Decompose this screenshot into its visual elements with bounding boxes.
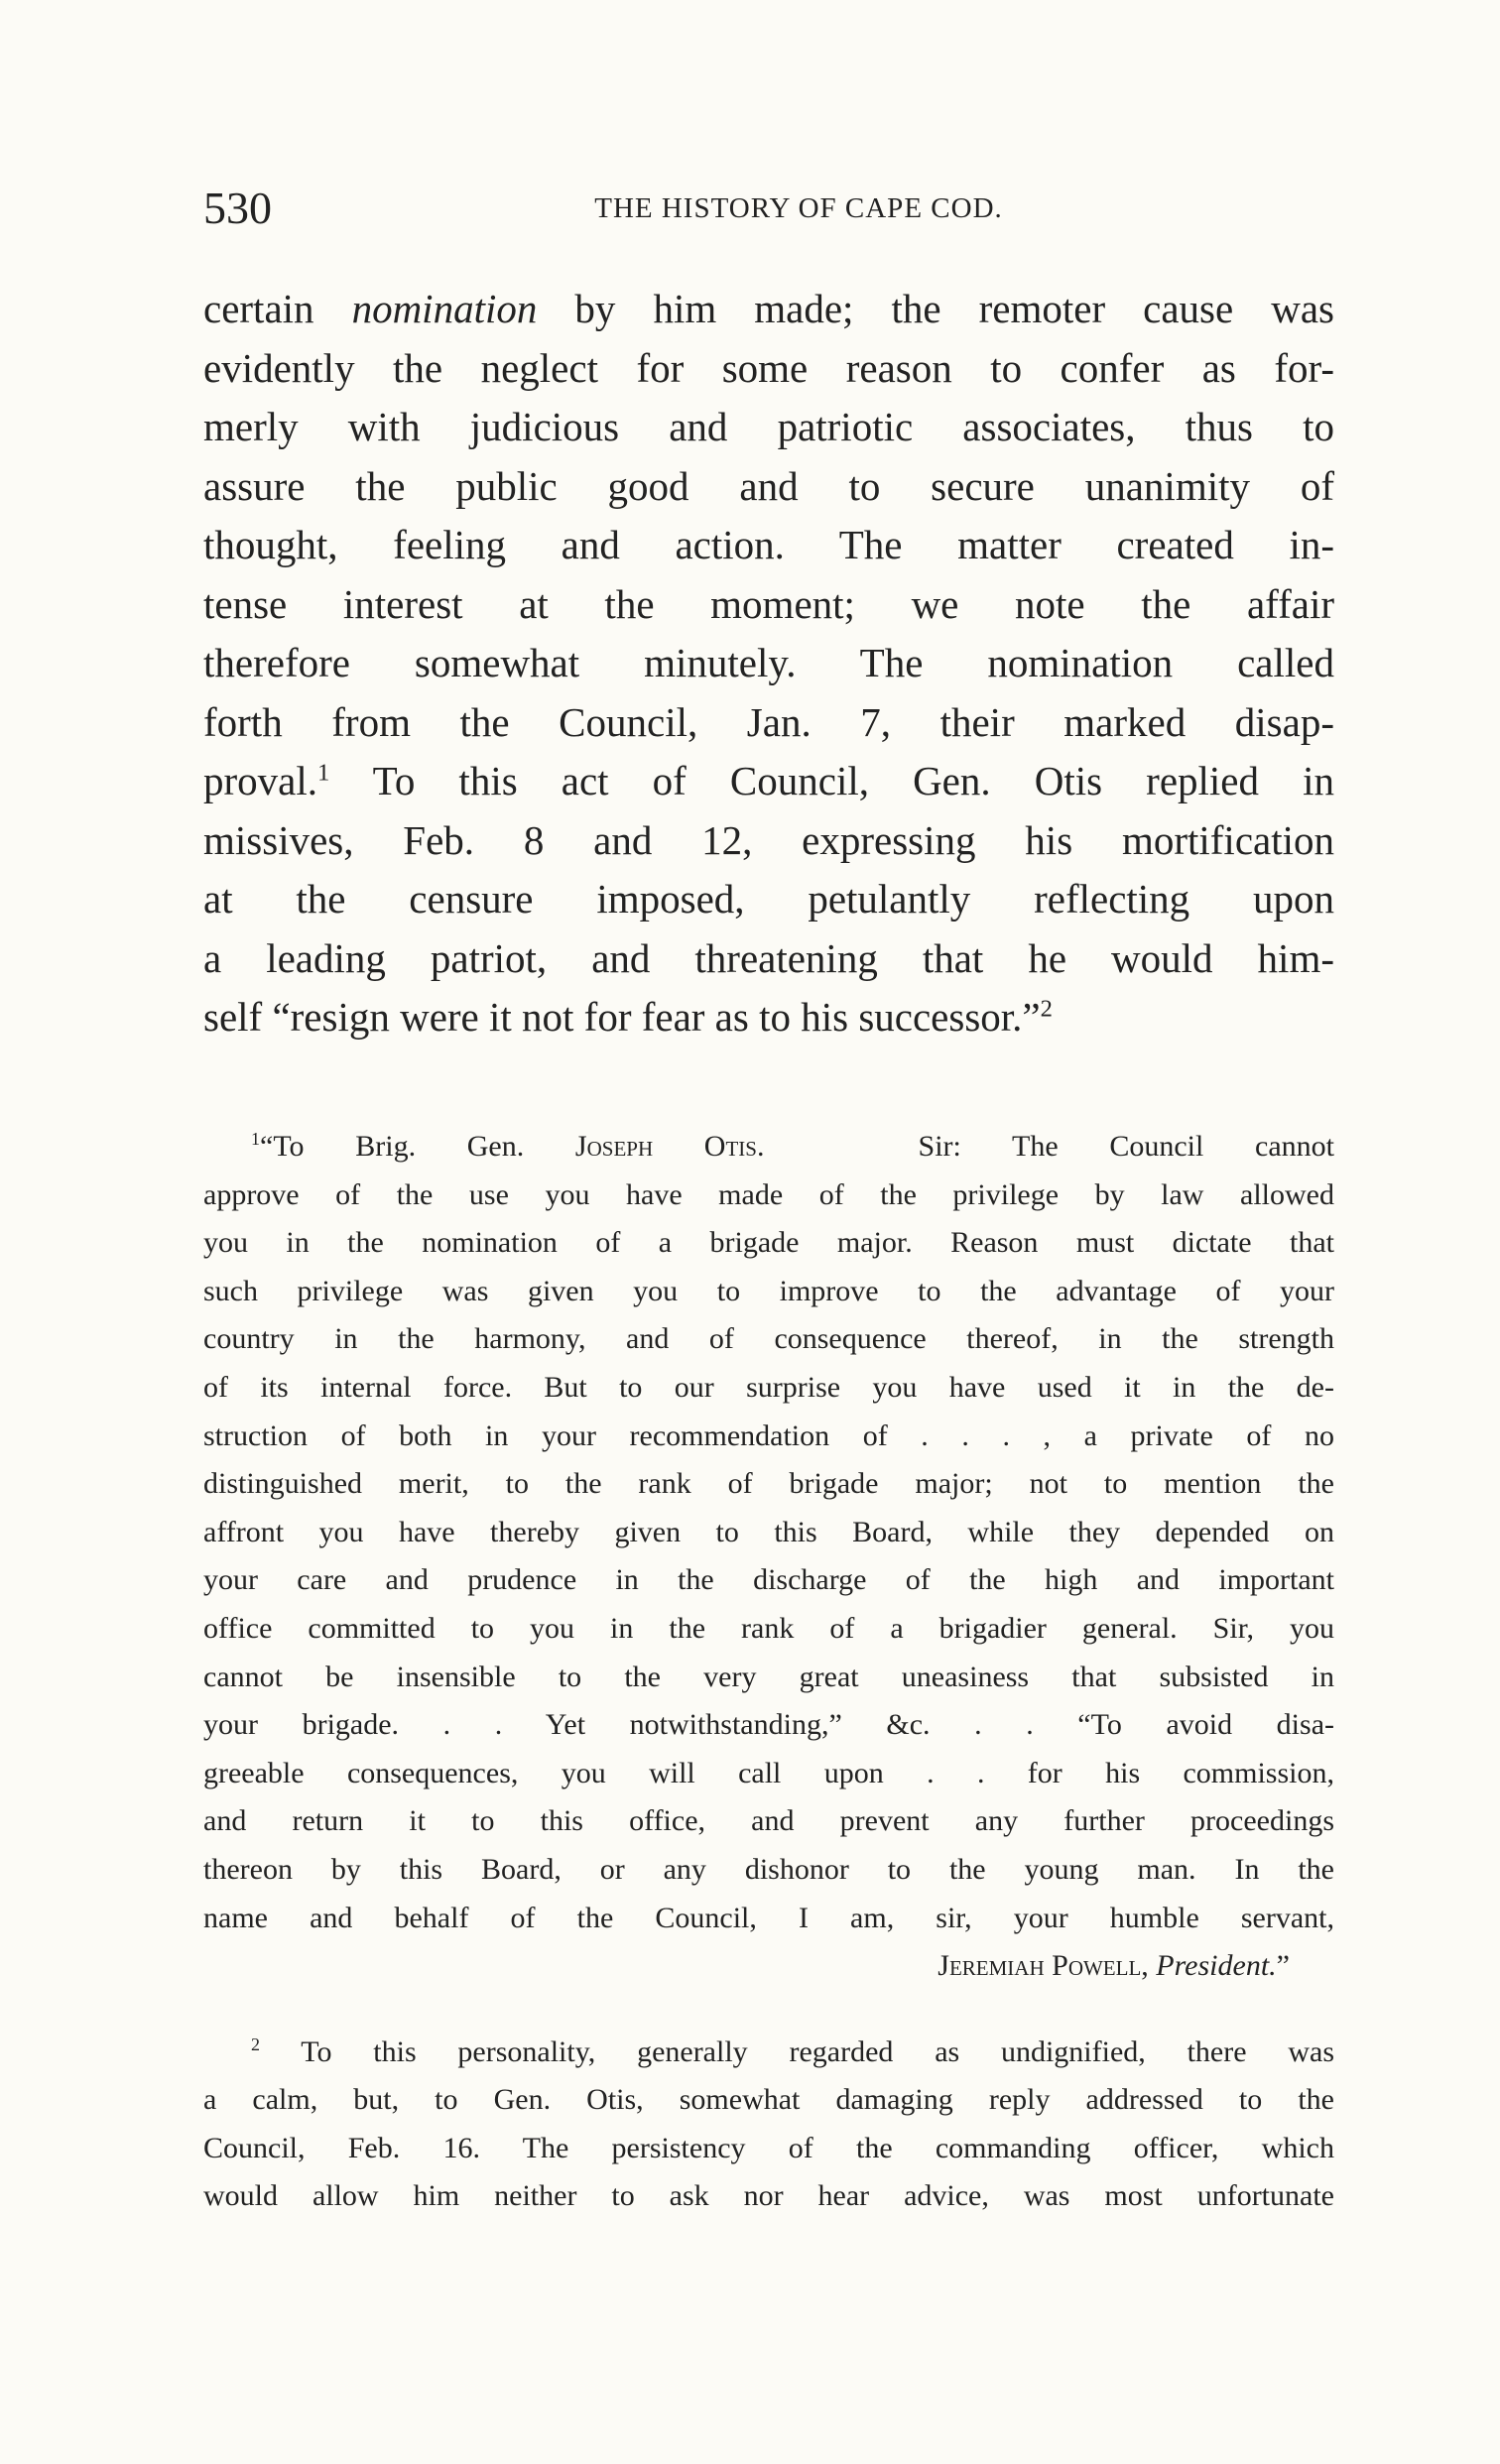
footnote-marker: 2 xyxy=(251,2033,260,2054)
footnote-ref-1: 1 xyxy=(317,759,330,787)
footnotes xyxy=(203,1123,1334,2221)
footnote-line: you in the nomination of a brigade major. Reason must dictate that xyxy=(203,1226,1334,1260)
footnote-line: your brigade. . . Yet notwithstanding,” &c. . . “To avoid disa- xyxy=(203,1708,1334,1742)
footnote-line: $^1$“To Brig. Gen. Joseph Otis. Sir: The Council cannot xyxy=(251,1129,1334,1163)
footnote-line: distinguished merit, to the rank of brigade major; not to mention the xyxy=(203,1467,1334,1501)
body-line: a leading patriot, and threatening that he would him- xyxy=(203,934,1334,981)
footnote-line: name and behalf of the Council, I am, sir, your humble servant, xyxy=(203,1901,1334,1934)
body-line: merly with judicious and patriotic associates, thus to xyxy=(203,404,1334,449)
body-line: therefore somewhat minutely. The nomination called xyxy=(203,640,1334,685)
footnote-line: would allow him neither to ask nor hear advice, was most unfortunate xyxy=(203,2179,1334,2213)
body-line: proval.$^1$ To this act of Council, Gen. Otis replied in xyxy=(203,758,1334,803)
footnote-line: office committed to you in the rank of a brigadier general. Sir, you xyxy=(203,1611,1334,1645)
body-line: self “resign were it not for fear as to his successor.”$^2$ xyxy=(203,994,1053,1040)
page-header xyxy=(203,179,1334,238)
footnote-line: a calm, but, to Gen. Otis, somewhat damaging reply addressed to the xyxy=(203,2083,1334,2117)
body-line: certain nomination by him made; the remoter cause was xyxy=(203,286,1334,331)
footnote-line: affront you have thereby given to this Board, while they depended on xyxy=(203,1515,1334,1548)
signature-name: Jeremiah Powell, xyxy=(938,1949,1157,1983)
addressee-name: Joseph Otis. xyxy=(574,1130,765,1163)
emphasis-nomination: nomination xyxy=(351,286,538,331)
footnote-line: struction of both in your recommendation of . . . , a private of no xyxy=(203,1418,1334,1452)
footnote-line: Council, Feb. 16. The persistency of the commanding officer, which xyxy=(203,2131,1334,2164)
footnote-line: country in the harmony, and of consequence thereof, in the strength xyxy=(203,1322,1334,1356)
signature-title: President. xyxy=(1156,1949,1277,1983)
footnote-2 xyxy=(203,2029,1334,2221)
body-line: evidently the neglect for some reason to confer as for- xyxy=(203,344,1334,391)
page-number: 530 xyxy=(203,183,272,233)
body-text xyxy=(203,280,1334,1047)
body-line: thought, feeling and action. The matter created in- xyxy=(203,522,1334,567)
body-line: missives, Feb. 8 and 12, expressing his mortification xyxy=(203,816,1334,863)
footnote-line: approve of the use you have made of the privilege by law allowed xyxy=(203,1177,1334,1211)
footnote-line: thereon by this Board, or any dishonor to the young man. In the xyxy=(203,1852,1334,1886)
footnote-line: such privilege was given you to improve to the advantage of your xyxy=(203,1274,1334,1307)
footnote-line: of its internal force. But to our surprise you have used it in the de- xyxy=(203,1370,1334,1404)
footnote-line: cannot be insensible to the very great uneasiness that subsisted in xyxy=(203,1660,1334,1693)
footnote-line: and return it to this office, and prevent any further proceedings xyxy=(203,1804,1334,1838)
footnote-line: greeable consequences, you will call upon . . for his commission, xyxy=(203,1756,1334,1789)
footnote-line: $^2$ To this personality, generally regarded as undignified, there was xyxy=(251,2033,1334,2068)
body-line: tense interest at the moment; we note the affair xyxy=(203,580,1334,627)
footnote-marker: 1 xyxy=(251,1129,260,1149)
running-head: THE HISTORY OF CAPE COD. xyxy=(594,192,1003,224)
footnote-ref-2: 2 xyxy=(1040,995,1053,1023)
footnote-1 xyxy=(203,1123,1334,1991)
footnote-line: your care and prudence in the discharge of the high and important xyxy=(203,1563,1334,1597)
body-line: assure the public good and to secure unanimity of xyxy=(203,462,1334,509)
body-line: forth from the Council, Jan. 7, their marked disap- xyxy=(203,698,1334,745)
footnote-signature: Jeremiah Powell, President.” xyxy=(938,1949,1290,1983)
body-line: at the censure imposed, petulantly reflecting upon xyxy=(203,876,1334,922)
